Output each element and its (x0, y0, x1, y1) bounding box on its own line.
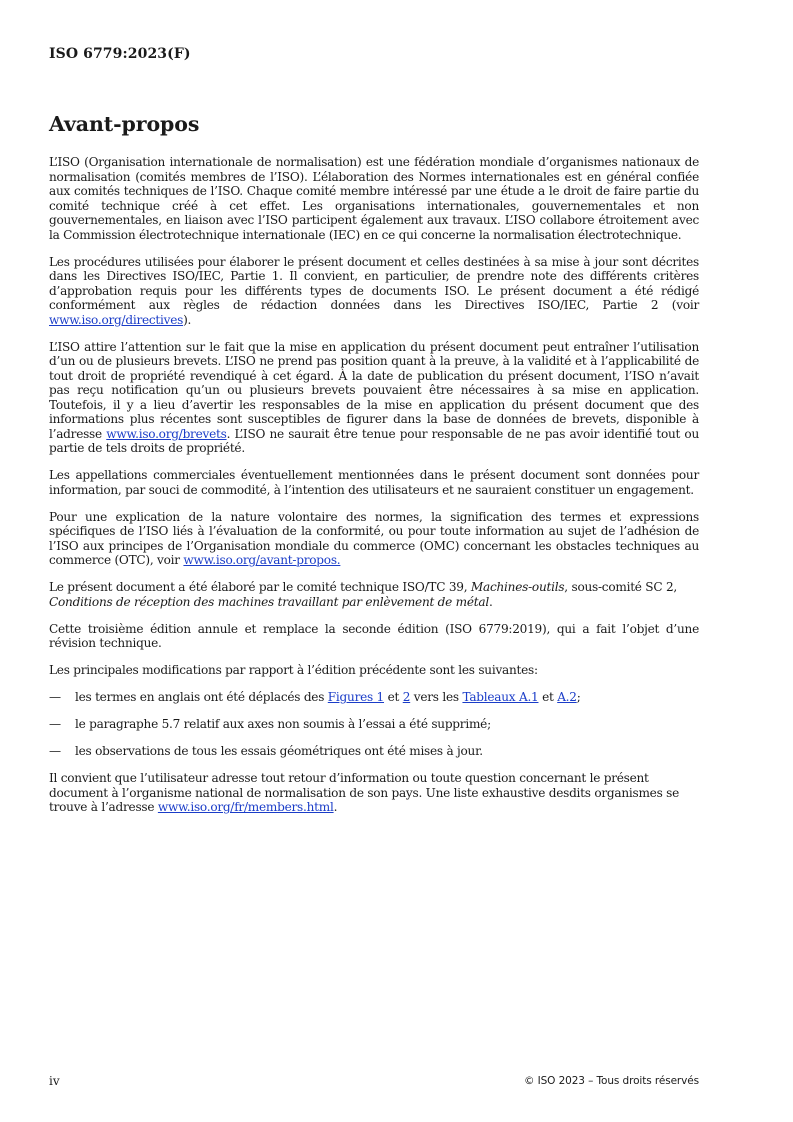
page-number: iv (49, 1074, 60, 1088)
paragraph-trade-names: Les appellations commerciales éventuellement mentionnées dans le présent document sont données pour information, par souci de commodité, à l’intention des utilisateurs et ne sauraient constituer un engagement. (49, 468, 699, 497)
paragraph-procedures-end: ). (183, 312, 192, 327)
paragraph-voluntary-text: Pour une explication de la nature volontaire des normes, la signification des termes et expressions spécifiques de l’ISO liés à l’évaluation de la conformité, ou pour toute information au sujet de l’adhésion de l’ISO aux principes de l’Organisation mondiale du commerce (OMC) concernant les obstacles techniques au commerce (OTC), voir (49, 509, 699, 567)
paragraph-committee-text: Le présent document a été élaboré par le comité technique ISO/TC 39, (49, 580, 471, 594)
members-link[interactable]: www.iso.org/fr/members.html (157, 800, 334, 814)
paragraph-committee-mid: , sous-comité SC 2, (564, 580, 677, 594)
list-item-text: les observations de tous les essais géométriques ont été mises à jour. (75, 744, 483, 758)
subcommittee-title: Conditions de réception des machines travaillant par enlèvement de métal (49, 594, 489, 609)
paragraph-feedback-end: . (333, 800, 338, 814)
dash-bullet: — (49, 744, 61, 758)
page-title: Avant-propos (49, 112, 200, 136)
paragraph-feedback (49, 771, 699, 815)
paragraph-patents (49, 340, 699, 456)
changes-list (49, 690, 699, 759)
list-item-text: ; (576, 690, 581, 704)
paragraph-voluntary-nature (49, 510, 699, 568)
paragraph-committee (49, 580, 699, 609)
directives-link[interactable]: www.iso.org/directives (49, 312, 184, 327)
list-item (49, 744, 699, 759)
list-item-text: et (384, 690, 403, 704)
foreword-link[interactable]: www.iso.org/avant-propos. (183, 553, 341, 567)
committee-title: Machines-outils (470, 580, 565, 594)
paragraph-edition: Cette troisième édition annule et remplace la seconde édition (ISO 6779:2019), qui a fait l’objet d’une révision technique. (49, 621, 699, 650)
figure-2-link[interactable]: 2 (402, 690, 411, 704)
figure-1-link[interactable]: Figures 1 (327, 690, 385, 704)
list-item-text: et (538, 690, 558, 704)
list-item (49, 690, 699, 705)
list-item (49, 717, 699, 732)
table-a2-link[interactable]: A.2 (557, 690, 577, 704)
dash-bullet: — (49, 690, 61, 704)
list-item-text: les termes en anglais ont été déplacés des (75, 690, 328, 704)
table-a1-link[interactable]: Tableaux A.1 (462, 690, 539, 704)
paragraph-procedures (49, 255, 699, 328)
patents-link[interactable]: www.iso.org/brevets (106, 426, 227, 441)
paragraph-patents-text: L’ISO attire l’attention sur le fait que la mise en application du présent document peut entraîner l’utilisation d’un ou de plusieurs brevets. L’ISO ne prend pas position quant à la preuve, à la validité et à l’applicabilité de tout droit de propriété revendiqué à cet égard. À la date de publication du présent document, l’ISO n’avait pas reçu notification qu’un ou plusieurs brevets pouvaient être nécessaires à sa mise en application. Toutefois, il y a lieu d’avertir les responsables de la mise en application du présent document que des informations plus récentes sont susceptibles de figurer dans la base de données de brevets, disponible à l’adresse (49, 339, 699, 441)
paragraph-iso-intro: L’ISO (Organisation internationale de normalisation) est une fédération mondiale d’organismes nationaux de normalisation (comités membres de l’ISO). L’élaboration des Normes internationales est en général confiée aux comités techniques de l’ISO. Chaque comité membre intéressé par une étude a le droit de faire partie du comité technique créé à cet effet. Les organisations internationales, gouvernementales et non gouvernementales, en liaison avec l’ISO participent également aux travaux. L’ISO collabore étroitement avec la Commission électrotechnique internationale (IEC) en ce qui concerne la normalisation électrotechnique. (49, 155, 699, 242)
paragraph-changes-intro: Les principales modifications par rapport à l’édition précédente sont les suivantes: (49, 663, 538, 677)
list-item-text: vers les (410, 690, 463, 704)
paragraph-patents-end: . L’ISO ne saurait être tenue pour responsable de ne pas avoir identifié tout ou partie de tels droits de propriété. (49, 426, 699, 455)
paragraph-committee-end: . (489, 594, 493, 609)
paragraph-feedback-text: Il convient que l’utilisateur adresse tout retour d’information ou toute question concernant le présent document à l’organisme national de normalisation de son pays. Une liste exhaustive desdits organismes se trouve à l’adresse (49, 771, 680, 814)
paragraph-procedures-text: Les procédures utilisées pour élaborer le présent document et celles destinées à sa mise à jour sont décrites dans les Directives ISO/IEC, Partie 1. Il convient, en particulier, de prendre note des différents critères d’approbation requis pour les différents types de documents ISO. Le présent document a été rédigé conformément aux règles de rédaction données dans les Directives ISO/IEC, Partie 2 (voir (49, 254, 699, 312)
list-item-text: le paragraphe 5.7 relatif aux axes non soumis à l’essai a été supprimé; (75, 717, 491, 731)
document-id-header: ISO 6779:2023(F) (49, 46, 191, 62)
dash-bullet: — (49, 717, 61, 731)
body-content (49, 155, 699, 827)
copyright-notice: © ISO 2023 – Tous droits réservés (523, 1075, 699, 1087)
